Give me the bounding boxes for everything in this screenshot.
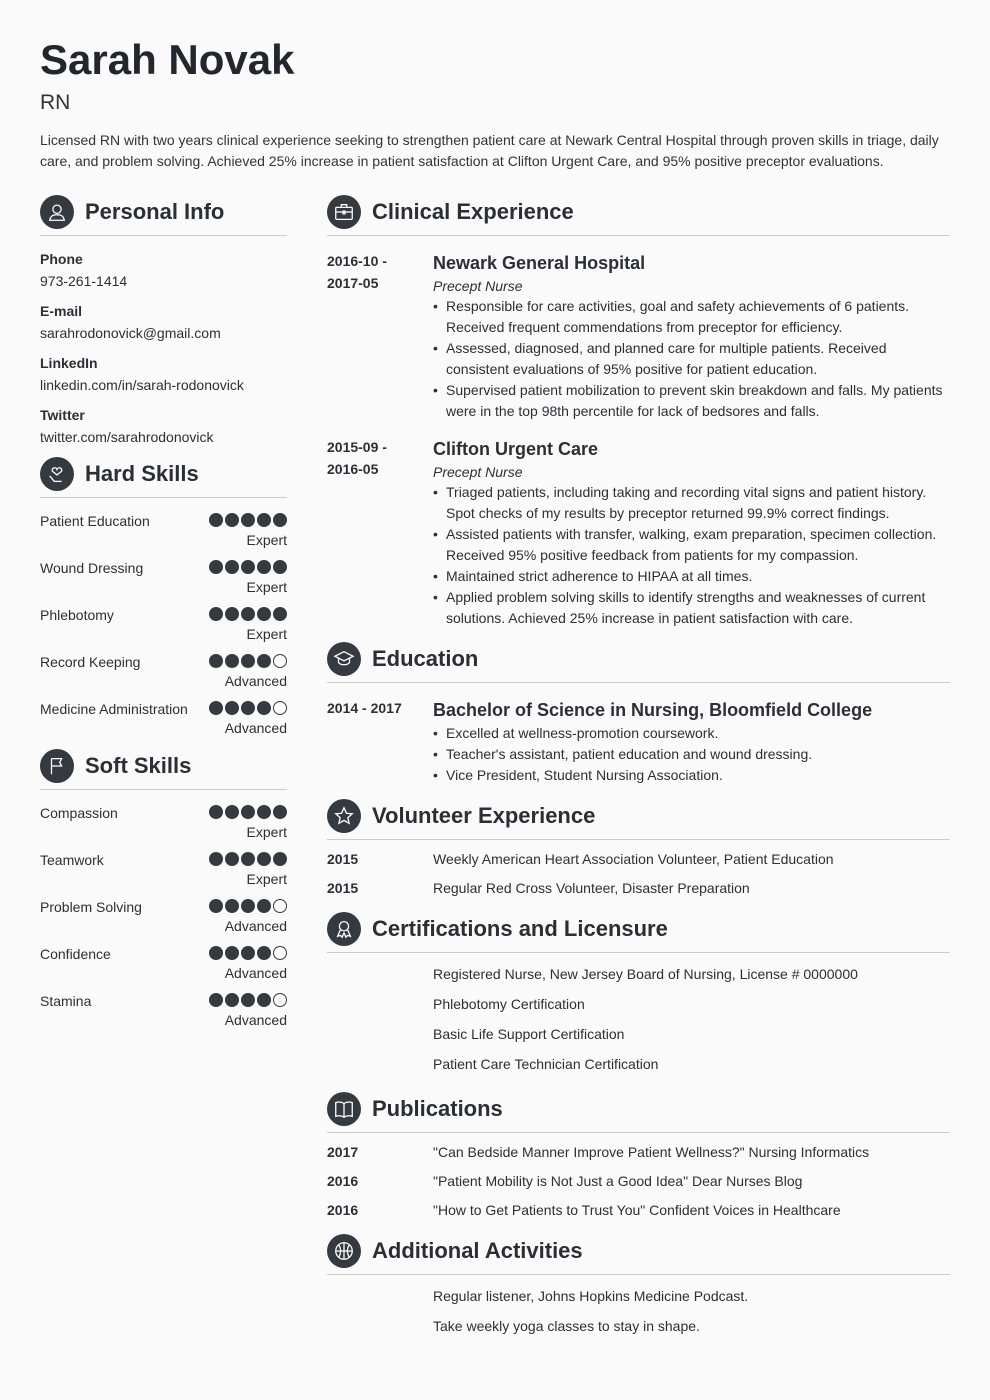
rating-dot bbox=[209, 560, 223, 574]
section-title: Publications bbox=[372, 1095, 503, 1121]
rating-dot bbox=[225, 993, 239, 1007]
row-text: "Can Bedside Manner Improve Patient Wellness?" Nursing Informatics bbox=[433, 1144, 870, 1160]
contact-label: Phone bbox=[40, 251, 83, 267]
bullet: • Supervised patient mobilization to prevent skin breakdown and falls. My patients were in the top 98th percentile for lack of bedsores and falls. bbox=[433, 380, 950, 422]
summary: Licensed RN with two years clinical experience seeking to strengthen patient care at Newark Central Hospital through proven skills in triage, daily care, and problem solving. Achieved 25% increase in patient satisfaction at Clifton Urgent Care, and 95% positive preceptor evaluations. bbox=[40, 132, 939, 169]
skill-name: Patient Education bbox=[40, 513, 150, 529]
list-item: Take weekly yoga classes to stay in shape. bbox=[433, 1318, 700, 1334]
entry-date: 2014 - 2017 bbox=[327, 700, 402, 716]
rating-dot bbox=[225, 946, 239, 960]
rating-dot bbox=[225, 513, 239, 527]
skill-level: Advanced bbox=[224, 918, 287, 934]
bullet: • Responsible for care activities, goal and safety achievements of 6 patients. Received frequent commendations from preceptor for efficiency. bbox=[433, 296, 950, 338]
rating-dot bbox=[273, 805, 287, 819]
rating-dot bbox=[209, 513, 223, 527]
left-column bbox=[40, 194, 287, 1341]
rating-dot bbox=[209, 946, 223, 960]
rating-dot bbox=[225, 852, 239, 866]
row-text: Regular Red Cross Volunteer, Disaster Preparation bbox=[433, 880, 750, 896]
rating-dot bbox=[241, 852, 255, 866]
right-column bbox=[327, 194, 950, 1341]
skill-item bbox=[40, 510, 287, 550]
skill-level: Expert bbox=[246, 626, 287, 642]
rating-dot bbox=[225, 607, 239, 621]
skill-name: Confidence bbox=[40, 946, 111, 962]
list-row bbox=[327, 1138, 950, 1167]
section-header bbox=[40, 194, 287, 236]
entry-org: Bachelor of Science in Nursing, Bloomfield College bbox=[433, 700, 873, 720]
rating-dot bbox=[209, 993, 223, 1007]
rating-dot bbox=[273, 899, 287, 913]
skill-rating bbox=[209, 701, 287, 717]
contact-value: 973-261-1414 bbox=[40, 273, 128, 289]
skill-level: Advanced bbox=[224, 965, 287, 981]
rating-dot bbox=[241, 701, 255, 715]
contact-item bbox=[40, 352, 287, 404]
section-header bbox=[327, 798, 950, 840]
contact-label: LinkedIn bbox=[40, 355, 98, 371]
entry-org: Clifton Urgent Care bbox=[433, 439, 599, 459]
skill-rating bbox=[209, 993, 287, 1009]
rating-dot bbox=[225, 701, 239, 715]
rating-dot bbox=[225, 805, 239, 819]
row-date: 2016 bbox=[327, 1173, 359, 1189]
book-icon bbox=[327, 1092, 361, 1126]
skill-level: Advanced bbox=[224, 720, 287, 736]
section-title: Soft Skills bbox=[85, 752, 192, 778]
skill-name: Stamina bbox=[40, 993, 92, 1009]
rating-dot bbox=[241, 899, 255, 913]
skill-name: Teamwork bbox=[40, 852, 104, 868]
rating-dot bbox=[241, 513, 255, 527]
skill-level: Advanced bbox=[224, 1012, 287, 1028]
rating-dot bbox=[273, 560, 287, 574]
contact-value: twitter.com/sarahrodonovick bbox=[40, 429, 214, 445]
entry-org: Newark General Hospital bbox=[433, 253, 646, 273]
rating-dot bbox=[257, 805, 271, 819]
skill-name: Medicine Administration bbox=[40, 701, 188, 717]
skill-level: Advanced bbox=[224, 673, 287, 689]
contact-label: E-mail bbox=[40, 303, 83, 319]
entry-role: Precept Nurse bbox=[433, 464, 523, 480]
skill-rating bbox=[209, 946, 287, 962]
entry-date: 2016-10 - 2017-05 bbox=[327, 253, 387, 291]
contact-item bbox=[40, 248, 287, 300]
rating-dot bbox=[257, 701, 271, 715]
candidate-title: RN bbox=[40, 91, 71, 114]
entry bbox=[327, 697, 950, 786]
rating-dot bbox=[273, 946, 287, 960]
list-row bbox=[327, 874, 950, 903]
resume bbox=[40, 0, 950, 1341]
rating-dot bbox=[273, 701, 287, 715]
section-header bbox=[40, 456, 287, 498]
list-row bbox=[327, 1196, 950, 1225]
list-row bbox=[327, 1167, 950, 1196]
row-text: "Patient Mobility is Not Just a Good Idea" Dear Nurses Blog bbox=[433, 1173, 803, 1189]
star-icon bbox=[327, 799, 361, 833]
bullet: • Assisted patients with transfer, walking, exam preparation, specimen collection. Received 95% positive feedback from patients for my compassion. bbox=[433, 524, 950, 566]
row-text: "How to Get Patients to Trust You" Confident Voices in Healthcare bbox=[433, 1202, 841, 1218]
skill-item bbox=[40, 651, 287, 691]
contact-label: Twitter bbox=[40, 407, 85, 423]
rating-dot bbox=[225, 899, 239, 913]
row-date: 2016 bbox=[327, 1202, 359, 1218]
entry-date: 2015-09 - 2016-05 bbox=[327, 439, 387, 477]
bullet: • Teacher's assistant, patient education and wound dressing. bbox=[433, 744, 950, 765]
award-icon bbox=[327, 912, 361, 946]
section-header bbox=[327, 194, 950, 236]
rating-dot bbox=[241, 560, 255, 574]
rating-dot bbox=[209, 607, 223, 621]
rating-dot bbox=[257, 654, 271, 668]
section-title: Volunteer Experience bbox=[372, 802, 596, 828]
list-row bbox=[327, 845, 950, 874]
bullet: • Triaged patients, including taking and recording vital signs and patient history. Spot checks of my results by preceptor returned 99.9% correct findings. bbox=[433, 482, 950, 524]
flag-icon bbox=[40, 749, 74, 783]
basketball-icon bbox=[327, 1234, 361, 1268]
row-date: 2017 bbox=[327, 1144, 359, 1160]
skill-rating bbox=[209, 899, 287, 915]
rating-dot bbox=[257, 513, 271, 527]
section-title: Additional Activities bbox=[372, 1237, 583, 1263]
rating-dot bbox=[241, 993, 255, 1007]
rating-dot bbox=[209, 654, 223, 668]
rating-dot bbox=[241, 607, 255, 621]
list-item: Patient Care Technician Certification bbox=[433, 1056, 659, 1072]
candidate-name: Sarah Novak bbox=[40, 36, 295, 83]
rating-dot bbox=[257, 946, 271, 960]
skill-item bbox=[40, 557, 287, 597]
hand-heart-icon bbox=[40, 457, 74, 491]
skill-rating bbox=[209, 513, 287, 529]
list-item: Basic Life Support Certification bbox=[433, 1026, 625, 1042]
skill-level: Expert bbox=[246, 824, 287, 840]
bullet: • Maintained strict adherence to HIPAA at all times. bbox=[433, 566, 950, 587]
skill-rating bbox=[209, 805, 287, 821]
skill-item bbox=[40, 604, 287, 644]
contact-value: sarahrodonovick@gmail.com bbox=[40, 325, 221, 341]
bullet: • Excelled at wellness-promotion coursework. bbox=[433, 723, 950, 744]
section-header bbox=[40, 748, 287, 790]
section-header bbox=[327, 641, 950, 683]
entry bbox=[327, 250, 950, 422]
rating-dot bbox=[241, 654, 255, 668]
contact-item bbox=[40, 300, 287, 352]
skill-name: Phlebotomy bbox=[40, 607, 114, 623]
skill-item bbox=[40, 896, 287, 936]
skill-rating bbox=[209, 607, 287, 623]
person-icon bbox=[40, 195, 74, 229]
contact-value: linkedin.com/in/sarah-rodonovick bbox=[40, 377, 244, 393]
section-title: Education bbox=[372, 645, 479, 671]
section-title: Personal Info bbox=[85, 198, 225, 224]
rating-dot bbox=[209, 701, 223, 715]
rating-dot bbox=[209, 805, 223, 819]
rating-dot bbox=[273, 513, 287, 527]
skill-name: Record Keeping bbox=[40, 654, 141, 670]
rating-dot bbox=[241, 946, 255, 960]
skill-name: Problem Solving bbox=[40, 899, 142, 915]
graduation-cap-icon bbox=[327, 642, 361, 676]
rating-dot bbox=[257, 899, 271, 913]
skill-item bbox=[40, 943, 287, 983]
skill-item bbox=[40, 990, 287, 1030]
rating-dot bbox=[273, 607, 287, 621]
rating-dot bbox=[257, 560, 271, 574]
skill-level: Expert bbox=[246, 532, 287, 548]
skill-item bbox=[40, 802, 287, 842]
list-item: Phlebotomy Certification bbox=[433, 996, 585, 1012]
rating-dot bbox=[225, 654, 239, 668]
section-header bbox=[327, 1233, 950, 1275]
skill-level: Expert bbox=[246, 579, 287, 595]
skill-name: Wound Dressing bbox=[40, 560, 144, 576]
list-item: Registered Nurse, New Jersey Board of Nursing, License # 0000000 bbox=[433, 966, 858, 982]
entry-role: Precept Nurse bbox=[433, 278, 523, 294]
skill-item bbox=[40, 698, 287, 738]
skill-rating bbox=[209, 560, 287, 576]
entry bbox=[327, 436, 950, 629]
bullet: • Assessed, diagnosed, and planned care for multiple patients. Received consistent evaluations of 95% positive for patient education. bbox=[433, 338, 950, 380]
briefcase-icon bbox=[327, 195, 361, 229]
row-date: 2015 bbox=[327, 851, 359, 867]
row-text: Weekly American Heart Association Volunteer, Patient Education bbox=[433, 851, 834, 867]
rating-dot bbox=[209, 852, 223, 866]
list-item: Regular listener, Johns Hopkins Medicine Podcast. bbox=[433, 1288, 749, 1304]
rating-dot bbox=[225, 560, 239, 574]
rating-dot bbox=[257, 607, 271, 621]
skill-level: Expert bbox=[246, 871, 287, 887]
rating-dot bbox=[257, 852, 271, 866]
rating-dot bbox=[273, 654, 287, 668]
rating-dot bbox=[257, 993, 271, 1007]
contact-item bbox=[40, 404, 287, 456]
bullet: • Applied problem solving skills to identify strengths and weaknesses of current solutions. Achieved 25% increase in patient satisfaction with care. bbox=[433, 587, 950, 629]
section-header bbox=[327, 1091, 950, 1133]
row-date: 2015 bbox=[327, 880, 359, 896]
rating-dot bbox=[273, 852, 287, 866]
rating-dot bbox=[209, 899, 223, 913]
skill-item bbox=[40, 849, 287, 889]
rating-dot bbox=[241, 805, 255, 819]
skill-rating bbox=[209, 852, 287, 868]
bullet: • Vice President, Student Nursing Association. bbox=[433, 765, 950, 786]
rating-dot bbox=[273, 993, 287, 1007]
section-title: Hard Skills bbox=[85, 460, 199, 486]
section-header bbox=[327, 911, 950, 953]
section-title: Certifications and Licensure bbox=[372, 915, 668, 941]
section-title: Clinical Experience bbox=[372, 198, 574, 224]
skill-rating bbox=[209, 654, 287, 670]
skill-name: Compassion bbox=[40, 805, 118, 821]
